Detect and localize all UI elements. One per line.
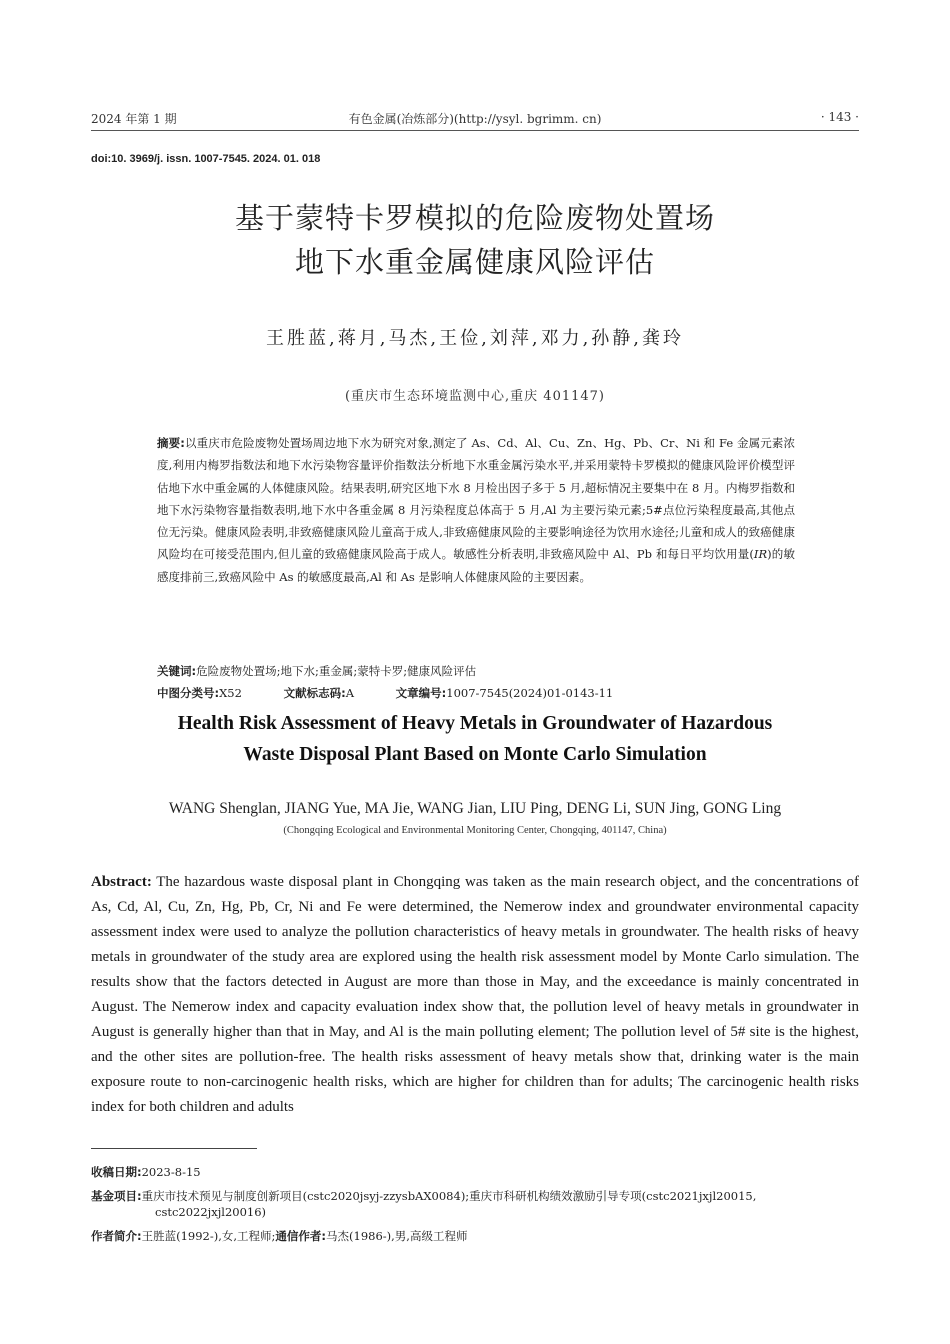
received-value: 2023-8-15 [141,1165,201,1179]
metadata-chinese [157,660,797,704]
footnote-divider [91,1148,257,1149]
clc-label: 中图分类号: [157,686,220,700]
title-english [0,708,950,770]
journal-name: 有色金属(冶炼部分)(http://ysyl. bgrimm. cn) [348,112,602,126]
fund-value: 重庆市技术预见与制度创新项目(cstc2020jsyj-zzysbAX0084);重庆市科研机构绩效激励引导专项(cstc2021jxjl20015, [141,1189,757,1203]
abstract-chinese-text-end: )的敏感度排前三,致癌风险中 As 的敏感度最高,Al 和 As 是影响人体健康风险的主要因素。 [157,547,795,584]
title-english-line2: Waste Disposal Plant Based on Monte Carlo Simulation [243,744,707,765]
fund-continuation: cstc2022jxjl20016) [155,1205,267,1219]
abstract-english-text: The hazardous waste disposal plant in Chongqing was taken as the main research object, and the concentrations of As, Cd, Al, Cu, Zn, Hg, Pb, Cr, Ni and Fe were determined, the Nemerow index and groundwater environmental capacity assessment index were used to analyze the pollution characteristics of heavy metals in groundwater. The health risks of heavy metals in groundwater of the study area are explored using the health risk assessment model by Monte Carlo simulation. The results show that the factors detected in August are more than those in May, and the exceedance is mainly concentrated in August. The Nemerow index and capacity evaluation index show that, the pollution level of heavy metals in groundwater in August is generally higher than that in May, and Al is the main polluting element; The pollution level of 5# site is the highest, and the other sites are pollution-free. The health risks assessment of heavy metals show that, drinking water is the main exposure route to non-carcinogenic health risks, which are higher for children than for adults; The carcinogenic health risks index for both children and adults [91,874,859,1115]
author-bio [91,1224,866,1248]
clc-value: X52 [219,686,242,700]
title-chinese-line1: 基于蒙特卡罗模拟的危险废物处置场 [234,201,715,235]
running-header [91,108,859,131]
abstract-chinese [157,432,795,588]
doc-code-label: 文献标志码: [283,686,346,700]
received-label: 收稿日期: [91,1165,142,1179]
footnotes [91,1160,866,1248]
doi: doi:10. 3969/j. issn. 1007-7545. 2024. 01. 018 [91,153,321,165]
author-bio-label: 作者简介: [91,1229,142,1243]
abstract-english [91,870,859,1120]
doc-code-value: A [345,686,355,700]
authors-english: WANG Shenglan, JIANG Yue, MA Jie, WANG Jian, LIU Ping, DENG Li, SUN Jing, GONG Ling [168,800,782,817]
abstract-english-label: Abstract: [91,874,152,890]
abstract-chinese-ir: IR [753,547,768,562]
affiliation-chinese: (重庆市生态环境监测中心,重庆 401147) [344,389,606,404]
keywords-chinese [157,660,797,682]
article-number-label: 文章编号: [395,686,447,700]
abstract-chinese-label: 摘要: [157,436,185,450]
classification-row [157,682,797,704]
page-number: · 143 · [820,110,859,124]
affiliation-english: (Chongqing Ecological and Environmental Monitoring Center, Chongqing, 401147, China) [283,825,667,836]
title-chinese-line2: 地下水重金属健康风险评估 [294,245,655,279]
corresponding-label: 通信作者: [275,1229,327,1243]
received-date [91,1160,866,1184]
title-chinese [0,196,950,284]
author-bio-value: 王胜蓝(1992-),女,工程师; [141,1229,276,1243]
title-english-line1: Health Risk Assessment of Heavy Metals in Groundwater of Hazardous [177,713,773,734]
keywords-text: 危险废物处置场;地下水;重金属;蒙特卡罗;健康风险评估 [196,664,477,678]
issue-label: 2024 年第 1 期 [91,112,177,126]
corresponding-value: 马杰(1986-),男,高级工程师 [326,1229,468,1243]
authors-chinese: 王胜蓝,蒋月,马杰,王俭,刘萍,邓力,孙静,龚玲 [265,328,685,349]
abstract-chinese-text: 以重庆市危险废物处置场周边地下水为研究对象,测定了 As、Cd、Al、Cu、Zn、Hg、Pb、Cr、Ni 和 Fe 金属元素浓度,利用内梅罗指数法和地下水污染物容量评价指数法分析地下水重金属污染水平,并采用蒙特卡罗模拟的健康风险评价模型评估地下水中重金属的人体健康风险。结果表明,研究区地下水 8 月检出因子多于 5 月,超标情况主要集中在 8 月。内梅罗指数和地下水污染物容量指数表明,地下水中各重金属 8 月污染程度总体高于 5 月,Al 为主要污染元素;5#点位污染程度最高,其他点位无污染。健康风险表明,非致癌健康风险儿童高于成人,非致癌健康风险的主要影响途径为饮用水途径;儿童和成人的致癌健康风险均在可接受范围内,但儿童的致癌健康风险高于成人。敏感性分析表明,非致癌风险中 Al、Pb 和每日平均饮用量( [157,436,795,562]
fund-label: 基金项目: [91,1189,142,1203]
keywords-label: 关键词: [157,664,197,678]
article-number-value: 1007-7545(2024)01-0143-11 [446,686,614,700]
